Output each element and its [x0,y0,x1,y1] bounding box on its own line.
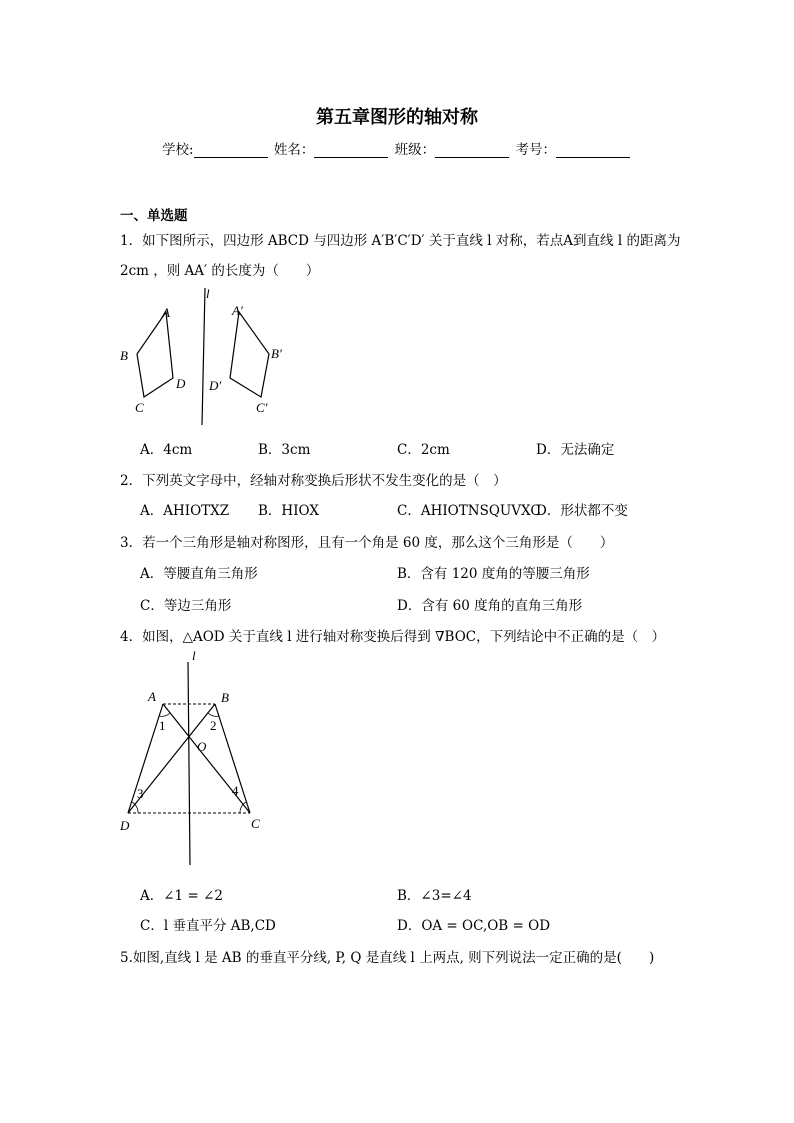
q4-axis-line [188,662,190,865]
q1-option-c[interactable]: C．2cm [397,442,450,458]
q1-quad-a2b2c2d2 [230,312,269,397]
exam-number-label: 考号： [515,142,556,158]
q2-option-c[interactable]: C．AHIOTNSQUVXC [397,503,541,519]
q5-text: 5.如图,直线 l 是 AB 的垂直平分线, P, Q 是直线 l 上两点, 则下列说法一定正确的是( ) [120,950,655,966]
q1-option-d[interactable]: D．无法确定 [536,442,615,458]
q4-label-D: D [120,818,130,833]
q3-option-d[interactable]: D．含有 60 度角的直角三角形 [397,598,583,614]
page-title: 第五章图形的轴对称 [316,107,478,128]
school-blank[interactable] [194,143,268,158]
q1-option-a[interactable]: A．4cm [140,442,193,458]
q4-label-A: A [148,689,156,704]
q1-quad-abcd [137,312,173,397]
q1-label-l: l [206,286,210,301]
q3-option-c[interactable]: C．等边三角形 [140,598,232,614]
q4-label-l: l [192,650,196,663]
q4-option-b[interactable]: B．∠3=∠4 [397,888,472,904]
exam-number-blank[interactable] [556,143,630,158]
q4-segment-ad [128,704,163,813]
q4-label-1: 1 [159,718,166,733]
q1-figure [110,280,310,430]
q1-label-B-prime: B′ [271,346,282,361]
q4-angle2-arc [208,713,219,716]
q1-label-D-prime: D′ [209,378,222,393]
q1-label-C: C [135,400,144,415]
q1-label-A: A [162,305,170,320]
q2-option-b[interactable]: B．HIOX [258,503,319,519]
q2-option-d[interactable]: D．形状都不变 [536,503,628,519]
q4-label-C: C [251,816,260,831]
q1-option-b[interactable]: B．3cm [258,442,311,458]
q4-option-c[interactable]: C．l 垂直平分 AB,CD [140,918,276,934]
section-heading: 一、单选题 [120,208,188,224]
q1-axis-line [202,288,205,425]
q4-label-B: B [221,690,229,705]
class-blank[interactable] [435,143,509,158]
name-label: 姓名： [273,142,315,158]
q4-text: 4．如图，△AOD 关于直线 l 进行轴对称变换后得到 ∇BOC，下列结论中不正确的是（ ） [120,629,666,645]
q4-label-O: O [197,739,207,754]
q1-label-A-prime: A′ [232,303,243,318]
q4-option-d[interactable]: D．OA = OC,OB = OD [397,918,551,934]
q3-option-b[interactable]: B．含有 120 度角的等腰三角形 [397,566,590,582]
q3-text: 3．若一个三角形是轴对称图形，且有一个角是 60 度，那么这个三角形是（ ） [120,535,614,551]
q1-label-D: D [176,376,186,391]
q3-option-a[interactable]: A．等腰直角三角形 [140,566,258,582]
name-blank[interactable] [314,143,388,158]
student-info-line [0,138,794,158]
q4-label-3: 3 [137,786,144,801]
q4-label-4: 4 [232,783,239,798]
school-label: 学校: [162,142,194,158]
q4-label-2: 2 [210,718,217,733]
q4-figure [110,650,280,870]
q1-label-C-prime: C′ [256,400,268,415]
q4-angle1-arc [159,713,170,716]
q1-text-line1: 1．如下图所示，四边形 ABCD 与四边形 A′B′C′D′ 关于直线 l 对称，若点A到直线 l 的距离为 [120,233,681,249]
class-label: 班级： [394,142,436,158]
q4-option-a[interactable]: A．∠1 = ∠2 [140,888,223,904]
q1-label-B: B [120,348,128,363]
q2-option-a[interactable]: A．AHIOTXZ [140,503,230,519]
q1-text-line2: 2cm ，则 AA′ 的长度为（ ） [120,263,320,279]
q2-text: 2．下列英文字母中，经轴对称变换后形状不发生变化的是（ ） [120,473,507,489]
